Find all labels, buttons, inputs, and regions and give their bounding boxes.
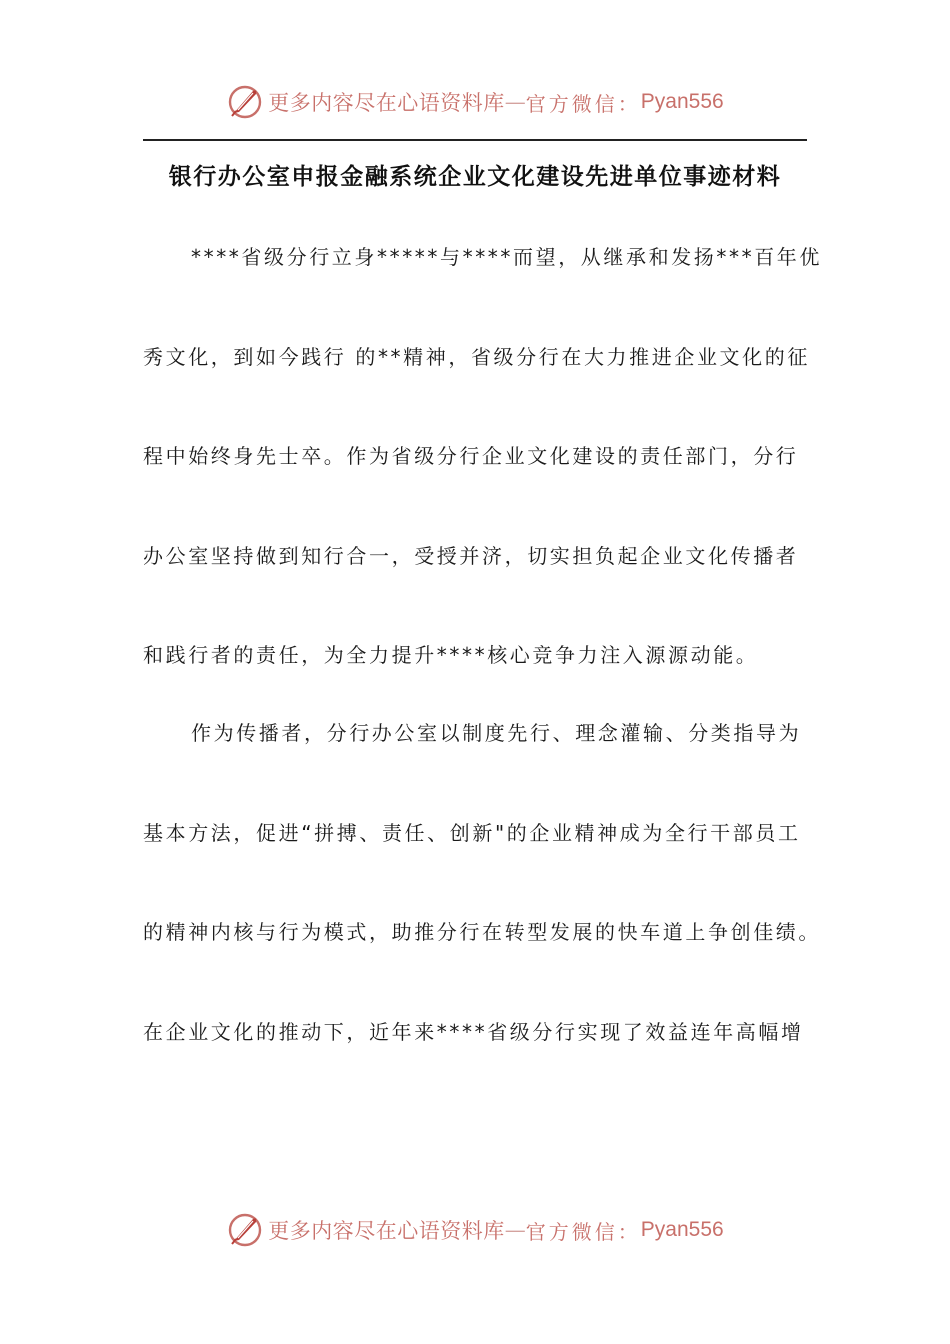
banner-wechat-id: Pyan556: [640, 1218, 724, 1241]
banner-wechat-label: 官方微信：: [525, 1219, 641, 1244]
body-line: 办公室坚持做到知行合一，受授并济，切实担负起企业文化传播者: [143, 544, 799, 568]
body-line: 作为传播者，分行办公室以制度先行、理念灌输、分类指导为: [191, 721, 802, 745]
header-divider: [143, 139, 807, 141]
quill-pen-logo-icon: [226, 83, 264, 121]
body-line: 基本方法，促进“拼搏、责任、创新"的企业精神成为全行干部员工: [143, 821, 801, 845]
body-line: 的精神内核与行为模式，助推分行在转型发展的快车道上争创佳绩。: [143, 920, 821, 944]
banner-wechat-id: Pyan556: [640, 90, 724, 113]
header-banner: [0, 82, 950, 122]
body-line: 秀文化，到如今践行 的**精神，省级分行在大力推进企业文化的征: [143, 345, 810, 369]
banner-wechat-label: 官方微信：: [525, 91, 641, 116]
body-line: 在企业文化的推动下，近年来****省级分行实现了效益连年高幅增: [143, 1020, 804, 1044]
banner-separator: —: [504, 1218, 526, 1242]
body-line: 和践行者的责任，为全力提升****核心竞争力注入源源动能。: [143, 643, 759, 667]
body-line: 程中始终身先士卒。作为省级分行企业文化建设的责任部门，分行: [143, 444, 799, 468]
body-line: ****省级分行立身*****与****而望，从继承和发扬***百年优: [191, 245, 822, 269]
footer-banner: [0, 1210, 950, 1250]
quill-pen-logo-icon: [226, 1211, 264, 1249]
banner-brand-text: 更多内容尽在心语资料库: [268, 91, 505, 115]
banner-separator: —: [504, 90, 526, 114]
document-title: 银行办公室申报金融系统企业文化建设先进单位事迹材料: [168, 164, 782, 190]
banner-brand-text: 更多内容尽在心语资料库: [268, 1219, 505, 1243]
